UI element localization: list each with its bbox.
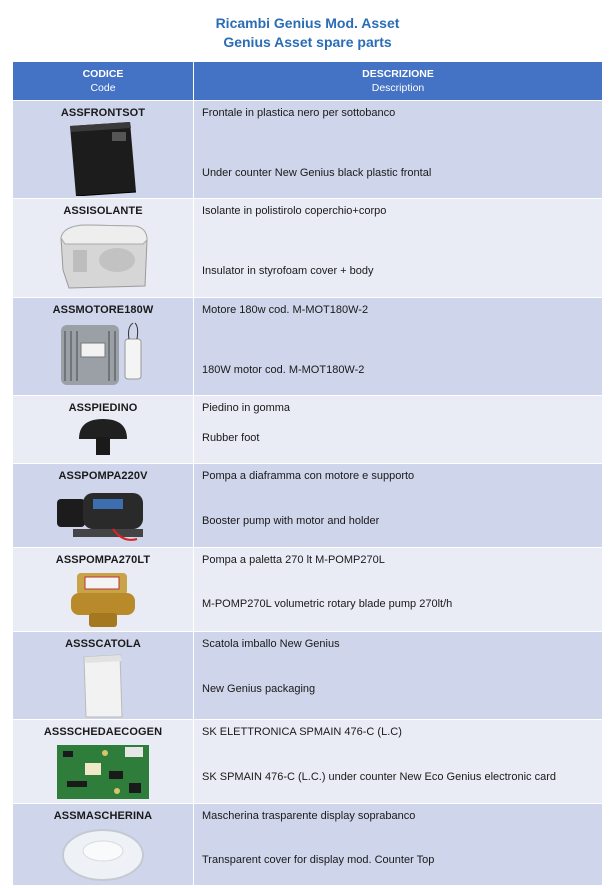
description-it: Mascherina trasparente display soprabanco — [202, 810, 416, 822]
code-cell — [13, 632, 194, 720]
transparent-cover-image — [13, 825, 193, 883]
table-row — [13, 298, 603, 396]
description-en: Rubber foot — [202, 432, 260, 444]
title-italian: Ricambi Genius Mod. Asset — [215, 15, 400, 31]
black-plastic-front-panel-image — [13, 122, 193, 196]
code-label: ASSPOMPA270LT — [55, 554, 151, 566]
code-cell — [13, 396, 194, 464]
motor-with-capacitor-image — [13, 319, 193, 391]
table-header-row — [13, 62, 603, 101]
description-en: Insulator in styrofoam cover + body — [202, 265, 374, 277]
code-label: ASSFRONTSOT — [60, 107, 146, 119]
description-en: Transparent cover for display mod. Counter Top — [202, 854, 435, 866]
description-en: M-POMP270L volumetric rotary blade pump 270lt/h — [202, 598, 453, 610]
description-en: 180W motor cod. M-MOT180W-2 — [202, 364, 365, 376]
description-cell — [194, 298, 603, 396]
description-it: Scatola imballo New Genius — [202, 638, 340, 650]
description-it: Frontale in plastica nero per sottobanco — [202, 107, 396, 119]
code-label: ASSSCHEDAECOGEN — [43, 726, 163, 738]
header-description — [194, 62, 603, 101]
code-cell — [13, 720, 194, 804]
code-label: ASSPOMPA220V — [58, 470, 148, 482]
table-row — [13, 464, 603, 548]
description-it: SK ELETTRONICA SPMAIN 476-C (L.C) — [202, 726, 402, 738]
description-cell — [194, 720, 603, 804]
rubber-foot-image — [13, 417, 193, 457]
description-cell — [194, 548, 603, 632]
description-cell — [194, 804, 603, 886]
description-cell — [194, 396, 603, 464]
description-en: SK SPMAIN 476-C (L.C.) under counter New Eco Genius electronic card — [202, 771, 556, 783]
spare-parts-table — [12, 61, 603, 886]
table-row — [13, 804, 603, 886]
header-desc-it: DESCRIZIONE — [362, 68, 434, 80]
description-it: Isolante in polistirolo coperchio+corpo — [202, 205, 387, 217]
title-english: Genius Asset spare parts — [223, 34, 392, 50]
header-code-en: Code — [90, 82, 116, 94]
description-it: Pompa a paletta 270 lt M-POMP270L — [202, 554, 385, 566]
description-en: Booster pump with motor and holder — [202, 515, 380, 527]
styrofoam-insulator-image — [13, 220, 193, 292]
description-cell — [194, 464, 603, 548]
table-row — [13, 396, 603, 464]
brass-rotary-pump-image — [13, 569, 193, 631]
header-desc-en: Description — [371, 82, 425, 94]
description-cell — [194, 199, 603, 298]
description-cell — [194, 101, 603, 199]
code-label: ASSSCATOLA — [65, 638, 141, 650]
table-row — [13, 720, 603, 804]
white-box-image — [13, 653, 193, 719]
description-en: New Genius packaging — [202, 683, 316, 695]
description-it: Pompa a diaframma con motore e supporto — [202, 470, 415, 482]
code-label: ASSISOLANTE — [63, 205, 143, 217]
code-label: ASSPIEDINO — [68, 402, 138, 414]
electronic-card-image — [13, 741, 193, 801]
code-cell — [13, 101, 194, 199]
header-code — [13, 62, 194, 101]
code-label: ASSMOTORE180W — [52, 304, 154, 316]
description-en: Under counter New Genius black plastic frontal — [202, 167, 432, 179]
description-cell — [194, 632, 603, 720]
code-cell — [13, 464, 194, 548]
code-cell — [13, 298, 194, 396]
code-label: ASSMASCHERINA — [53, 810, 153, 822]
code-cell — [13, 548, 194, 632]
table-row — [13, 632, 603, 720]
diaphragm-pump-image — [13, 485, 193, 545]
description-it: Piedino in gomma — [202, 402, 291, 414]
table-row — [13, 548, 603, 632]
header-code-it: CODICE — [82, 68, 124, 80]
table-row — [13, 199, 603, 298]
code-cell — [13, 804, 194, 886]
table-row — [13, 101, 603, 199]
code-cell — [13, 199, 194, 298]
description-it: Motore 180w cod. M-MOT180W-2 — [202, 304, 369, 316]
